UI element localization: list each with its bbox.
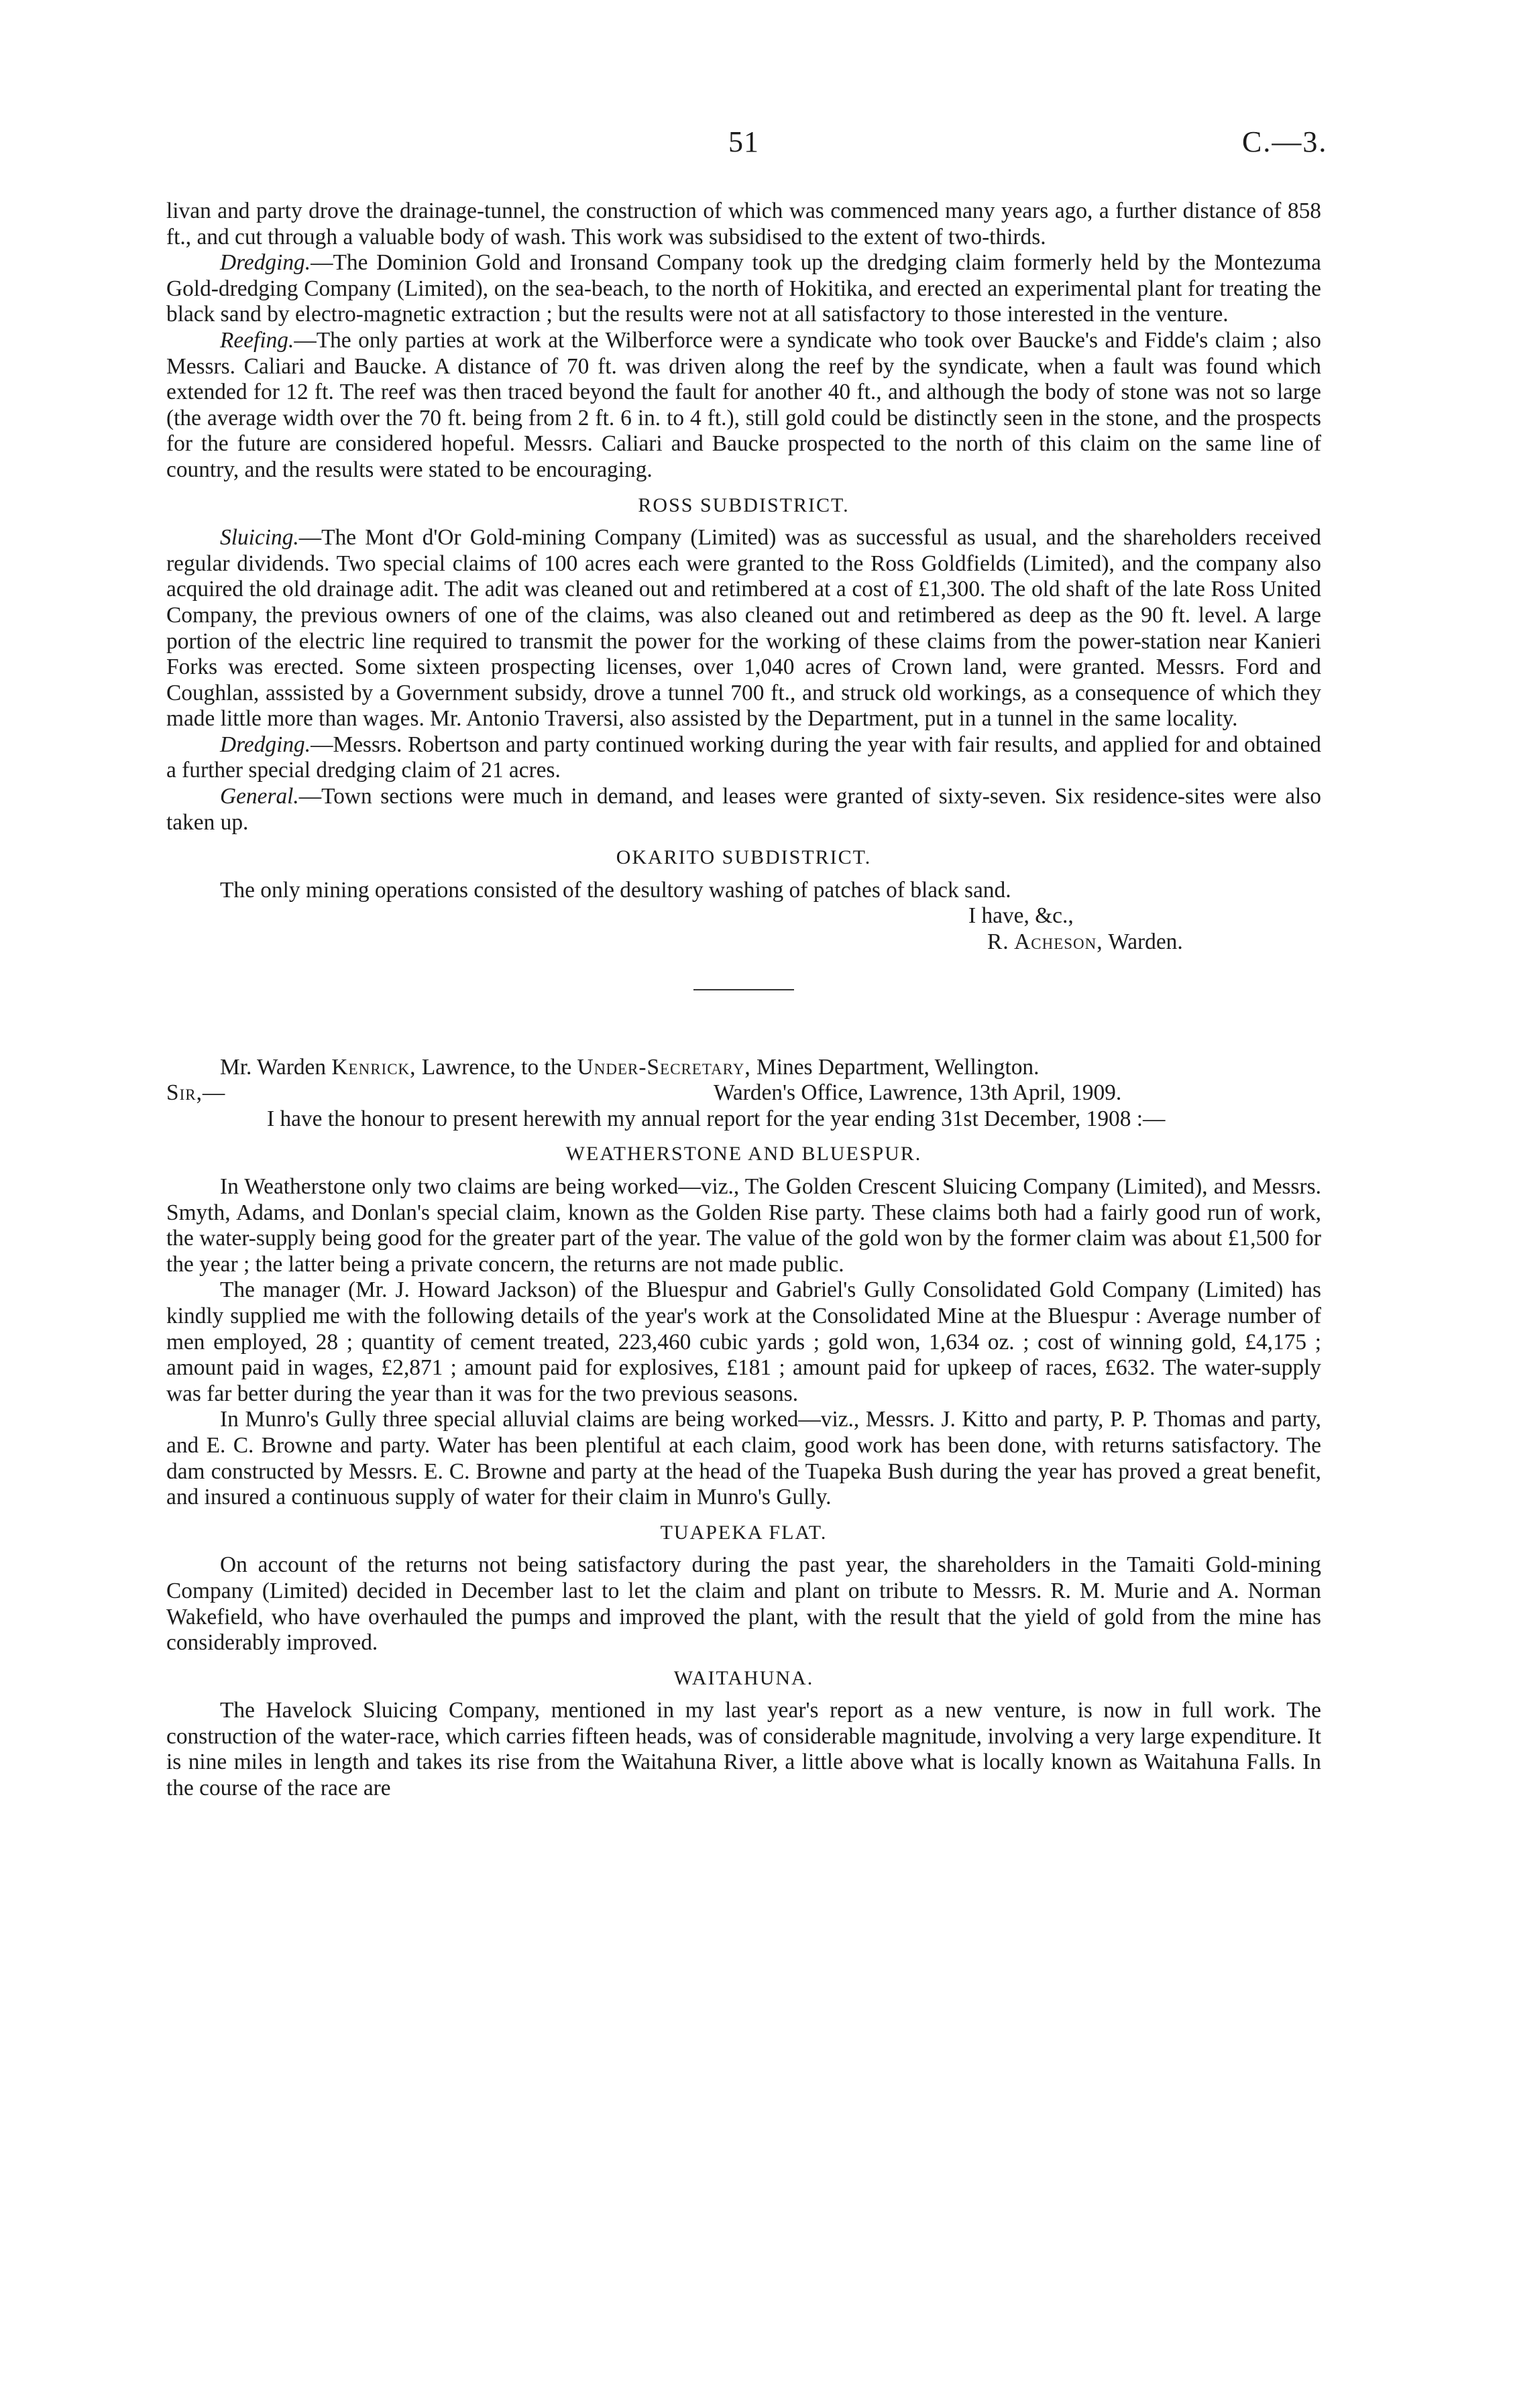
dateline: Warden's Office, Lawrence, 13th April, 1909. [714, 1080, 1122, 1106]
salutation-line [166, 1080, 1321, 1106]
section-heading-tuapeka: TUAPEKA FLAT. [660, 1521, 828, 1544]
paragraph-waitahuna: The Havelock Sluicing Company, mentioned in my last year's report as a new venture, is now in full work. The construction of the water-race, which carries fifteen heads, was of considerable magnitude, involving a very large expenditure. It is nine miles in length and takes its rise from the Waitahuna River, a little above what is locally known as Waitahuna Falls. In the course of the race are [166, 1698, 1321, 1801]
reefing-text: —The only parties at work at the Wilberforce were a syndicate who took over Baucke's and Fidde's claim ; also Messrs. Caliari and Baucke. A distance of 70 ft. was driven along the reef by the syndicate, when a fault was found which extended for 12 ft. The reef was then traced beyond the fault for another 40 ft., and although the body of stone was not so large (the average width over the 70 ft. being from 2 ft. 6 in. to 4 ft.), still gold could be distinctly seen in the stone, and the prospects for the future are considered hopeful. Messrs. Caliari and Baucke prospected to the north of this claim on the same line of country, and the results were stated to be encouraging. [166, 327, 1321, 482]
paragraph-ross-general [166, 784, 1321, 836]
letter-from-prefix: Mr. Warden [220, 1054, 327, 1080]
paragraph-tunnel: livan and party drove the drainage-tunnel, the construction of which was commenced many years ago, a further distance of 858 ft., and cut through a valuable body of wash. This work was subsidised to the extent of two-thirds. [166, 198, 1321, 249]
ross-sluicing-label: Sluicing. [220, 525, 299, 551]
text-column [166, 198, 1321, 1802]
ross-general-text: —Town sections were much in demand, and leases were granted of sixty-seven. Six residence-sites were also taken up. [166, 784, 1321, 835]
section-divider [693, 989, 794, 990]
paragraph-weatherstone-3: In Munro's Gully three special alluvial claims are being worked—viz., Messrs. J. Kitto and party, P. P. Thomas and party, and E. C. Browne and party. Water has been plentiful at each claim, good work has been done, with returns satisfactory. The dam constructed by Messrs. E. C. Browne and party at the head of the Tuapeka Bush during the year has proved a great benefit, and insured a continuous supply of water for their claim in Munro's Gully. [166, 1407, 1321, 1510]
letter-from-suffix: Mines Department, Wellington. [756, 1054, 1040, 1080]
letter-opening: I have the honour to present herewith my annual report for the year ending 31st December, 1908 :— [267, 1106, 1166, 1131]
dredging-label: Dredging. [220, 250, 311, 276]
paragraph-reefing [166, 328, 1321, 483]
paragraph-weatherstone-2: The manager (Mr. J. Howard Jackson) of the Bluespur and Gabriel's Gully Consolidated Gold Company (Limited) has kindly supplied me with the following details of the year's work at the Consolidated Mine at the Bluespur : Average number of men employed, 28 ; quantity of cement treated, 223,460 cubic yards ; gold won, 1,634 oz. ; cost of winning gold, £4,175 ; amount paid in wages, £2,871 ; amount paid for explosives, £181 ; amount paid for upkeep of races, £632. The water-supply was far better during the year than it was for the two previous seasons. [166, 1277, 1321, 1406]
dredging-text: —The Dominion Gold and Ironsand Company took up the dredging claim formerly held by the Montezuma Gold-dredging Company (Limited), on the sea-beach, to the north of Hokitika, and erected an experimental plant for treating the black sand by electro-magnetic extraction ; but the results were not at all satisfactory to those interested in the venture. [166, 250, 1321, 327]
letter-to-name: Under-Secretary, [577, 1054, 751, 1080]
paragraph-dredging [166, 250, 1321, 328]
ross-dredging-text: —Messrs. Robertson and party continued working during the year with fair results, and applied for and obtained a further special dredging claim of 21 acres. [166, 732, 1321, 783]
paragraph-tuapeka: On account of the returns not being satisfactory during the past year, the shareholders in the Tamaiti Gold-mining Company (Limited) decided in December last to let the claim and plant on tribute to Messrs. R. M. Murie and A. Norman Wakefield, who have overhauled the pumps and improved the plant, with the result that the yield of gold from the mine has considerably improved. [166, 1552, 1321, 1656]
section-heading-okarito: OKARITO SUBDISTRICT. [616, 846, 872, 869]
closing-phrase: I have, &c., [968, 903, 1074, 929]
section-heading-waitahuna: WAITAHUNA. [673, 1666, 814, 1689]
section-heading-weatherstone: WEATHERSTONE AND BLUESPUR. [565, 1143, 922, 1165]
letter-from-name: Kenrick, [331, 1054, 416, 1080]
signature-name: R. Acheson, [987, 929, 1103, 955]
ross-sluicing-text: —The Mont d'Or Gold-mining Company (Limited) was as successful as usual, and the shareholders received regular dividends. Two special claims of 100 acres each were granted to the Ross Goldfields (Limited), and the company also acquired the old drainage adit. The adit was cleaned out and retimbered at a cost of £1,300. The old shaft of the late Ross United Company, the previous owners of one of the claims, was also cleaned out and retimbered as deep as the 90 ft. level. A large portion of the electric line required to transmit the power for the working of these claims from the power-station near Kanieri Forks was erected. Some sixteen prospecting licenses, over 1,040 acres of Crown land, were granted. Messrs. Ford and Coughlan, asssisted by a Government subsidy, drove a tunnel 700 ft., and struck old workings, as a consequence of which they made little more than wages. Mr. Antonio Traversi, also assisted by the Department, put in a tunnel in the same locality. [166, 525, 1321, 732]
signature [987, 929, 1321, 956]
ross-dredging-label: Dredging. [220, 732, 311, 757]
letter-address-line [166, 1055, 1321, 1081]
paragraph-okarito: The only mining operations consisted of the desultory washing of patches of black sand. [220, 877, 1011, 903]
reefing-label: Reefing. [220, 327, 294, 353]
document-code: C.—3. [1242, 125, 1328, 158]
paragraph-ross-sluicing [166, 525, 1321, 732]
paragraph-weatherstone-1: In Weatherstone only two claims are being worked—viz., The Golden Crescent Sluicing Company (Limited), and Messrs. Smyth, Adams, and Donlan's special claim, known as the Golden Rise party. These claims both had a fairly good run of work, the water-supply being good for the greater part of the year. The value of the gold won by the former claim was about £1,500 for the year ; the latter being a private concern, the returns are not made public. [166, 1174, 1321, 1277]
ross-general-label: General. [220, 784, 299, 809]
page-number: 51 [728, 125, 759, 158]
paragraph-ross-dredging [166, 732, 1321, 784]
signature-title: Warden. [1108, 929, 1183, 955]
letter-from-mid: Lawrence, to the [421, 1054, 572, 1080]
salutation: Sir,— [166, 1080, 226, 1106]
section-heading-ross: ROSS SUBDISTRICT. [638, 494, 850, 516]
